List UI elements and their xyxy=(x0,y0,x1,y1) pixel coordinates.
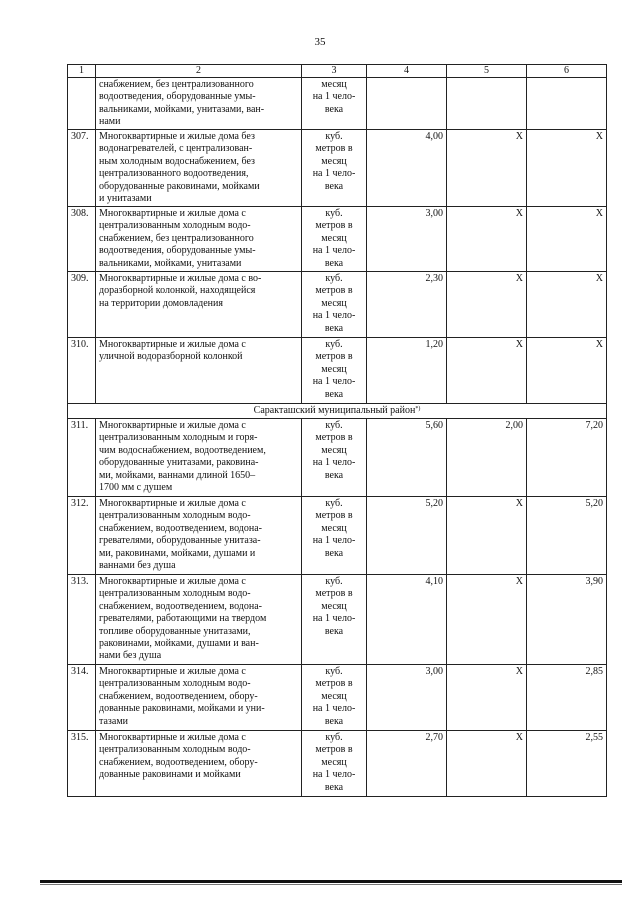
value-col-4: 4,10 xyxy=(367,575,447,665)
description-line: централизованным холодным водо- xyxy=(99,220,251,232)
unit-line: месяц xyxy=(321,522,347,534)
description-line: дованные раковинами, мойками и уни- xyxy=(99,703,265,715)
unit-line: века xyxy=(324,180,344,192)
unit-line: метров в xyxy=(315,744,353,756)
description-line: водоотведения, оборудованные умы- xyxy=(99,91,256,103)
table-row xyxy=(68,207,607,272)
description-line: нами xyxy=(99,116,121,128)
description-line: ми, мойками, ваннами длиной 1650– xyxy=(99,469,256,481)
unit-line: куб. xyxy=(325,732,343,743)
value-col-4: 5,60 xyxy=(367,419,447,497)
bottom-rule xyxy=(40,880,622,883)
unit-line: месяц xyxy=(321,155,347,167)
row-unit xyxy=(302,78,367,130)
row-description xyxy=(96,665,302,731)
description-line: раковинами, мойками, душами и ван- xyxy=(99,638,259,650)
header-cell-5: 5 xyxy=(447,65,527,78)
description-line: Многоквартирные и жилые дома с xyxy=(99,576,246,587)
value-col-6: Х xyxy=(527,207,607,272)
value-col-6: 2,55 xyxy=(527,731,607,797)
table-row xyxy=(68,419,607,497)
description-line: тазами xyxy=(99,715,128,727)
description-line: водоотведения, оборудованные умы- xyxy=(99,245,256,257)
unit-line: месяц xyxy=(321,444,347,456)
row-number: 307. xyxy=(68,130,96,207)
description-line: централизованным холодным водо- xyxy=(99,678,251,690)
value-col-6 xyxy=(527,78,607,130)
description-line: Многоквартирные и жилые дома без xyxy=(99,131,255,142)
header-cell-2: 2 xyxy=(96,65,302,78)
unit-line: метров в xyxy=(315,351,353,363)
row-unit xyxy=(302,497,367,575)
description-line: централизованного водоотведения, xyxy=(99,168,249,180)
description-line: Многоквартирные и жилые дома с xyxy=(99,666,246,677)
description-line: водонагревателей, с централизован- xyxy=(99,143,253,155)
description-line: снабжением, водоотведением, водона- xyxy=(99,522,262,534)
row-unit xyxy=(302,419,367,497)
header-cell-3: 3 xyxy=(302,65,367,78)
row-description xyxy=(96,497,302,575)
description-line: топливе оборудованные унитазами, xyxy=(99,625,251,637)
description-line: снабжением, водоотведением, водона- xyxy=(99,600,262,612)
section-footnote-mark: *) xyxy=(415,406,421,412)
description-line: централизованным холодным водо- xyxy=(99,744,251,756)
row-number: 315. xyxy=(68,731,96,797)
unit-line: метров в xyxy=(315,143,353,155)
value-col-6: 2,85 xyxy=(527,665,607,731)
unit-line: метров в xyxy=(315,510,353,522)
bottom-rule-thin xyxy=(40,884,622,885)
description-line: вальниками, мойками, унитазами, ван- xyxy=(99,103,265,115)
unit-line: на 1 чело- xyxy=(312,613,356,625)
unit-line: куб. xyxy=(325,666,343,677)
unit-line: на 1 чело- xyxy=(312,457,356,469)
table-row xyxy=(68,575,607,665)
row-unit xyxy=(302,575,367,665)
value-col-5: Х xyxy=(447,731,527,797)
unit-line: месяц xyxy=(321,232,347,244)
value-col-4: 1,20 xyxy=(367,338,447,404)
description-line: вальниками, мойками, унитазами xyxy=(99,257,242,269)
description-line: Многоквартирные и жилые дома с xyxy=(99,208,246,219)
unit-line: куб. xyxy=(325,339,343,350)
unit-line: на 1 чело- xyxy=(312,310,356,322)
description-line: Многоквартирные и жилые дома с xyxy=(99,339,246,350)
unit-line: метров в xyxy=(315,432,353,444)
row-unit xyxy=(302,130,367,207)
unit-line: месяц xyxy=(321,79,347,90)
value-col-6: 7,20 xyxy=(527,419,607,497)
unit-line: куб. xyxy=(325,420,343,431)
unit-line: на 1 чело- xyxy=(312,245,356,257)
unit-line: века xyxy=(324,547,344,559)
value-col-5 xyxy=(447,78,527,130)
value-col-6: 5,20 xyxy=(527,497,607,575)
value-col-4: 2,70 xyxy=(367,731,447,797)
row-number: 308. xyxy=(68,207,96,272)
unit-line: века xyxy=(324,257,344,269)
table-row xyxy=(68,338,607,404)
description-line: ми, раковинами, мойками, душами и xyxy=(99,547,256,559)
unit-line: месяц xyxy=(321,297,347,309)
description-line: снабжением, водоотведением, обору- xyxy=(99,690,258,702)
description-line: централизованным холодным водо- xyxy=(99,510,251,522)
unit-line: века xyxy=(324,322,344,334)
table-row xyxy=(68,130,607,207)
value-col-6: Х xyxy=(527,272,607,338)
row-number: 313. xyxy=(68,575,96,665)
description-line: Многоквартирные и жилые дома с во- xyxy=(99,273,262,284)
table-row xyxy=(68,78,607,130)
value-col-5: Х xyxy=(447,338,527,404)
description-line: Многоквартирные и жилые дома с xyxy=(99,732,246,743)
unit-line: на 1 чело- xyxy=(312,91,356,103)
row-unit xyxy=(302,338,367,404)
header-cell-1: 1 xyxy=(68,65,96,78)
header-cell-6: 6 xyxy=(527,65,607,78)
unit-line: месяц xyxy=(321,363,347,375)
unit-line: на 1 чело- xyxy=(312,376,356,388)
unit-line: метров в xyxy=(315,678,353,690)
unit-line: века xyxy=(324,715,344,727)
row-unit xyxy=(302,272,367,338)
unit-line: метров в xyxy=(315,220,353,232)
unit-line: куб. xyxy=(325,498,343,509)
section-title xyxy=(68,404,607,419)
row-description xyxy=(96,272,302,338)
norms-table xyxy=(67,64,607,797)
description-line: ным холодным водоснабжением, без xyxy=(99,155,255,167)
unit-line: на 1 чело- xyxy=(312,535,356,547)
value-col-5: 2,00 xyxy=(447,419,527,497)
description-line: снабжением, водоотведением, обору- xyxy=(99,756,258,768)
value-col-5: Х xyxy=(447,130,527,207)
unit-line: куб. xyxy=(325,131,343,142)
description-line: и унитазами xyxy=(99,193,152,205)
description-line: оборудованные унитазами, раковина- xyxy=(99,457,259,469)
value-col-4: 3,00 xyxy=(367,665,447,731)
unit-line: куб. xyxy=(325,208,343,219)
table-row xyxy=(68,272,607,338)
row-description xyxy=(96,419,302,497)
description-line: уличной водоразборной колонкой xyxy=(99,351,243,363)
description-line: ваннами без душа xyxy=(99,560,176,572)
value-col-6: 3,90 xyxy=(527,575,607,665)
unit-line: века xyxy=(324,103,344,115)
value-col-5: Х xyxy=(447,665,527,731)
row-number: 310. xyxy=(68,338,96,404)
description-line: централизованным холодным водо- xyxy=(99,588,251,600)
description-line: на территории домовладения xyxy=(99,297,223,309)
unit-line: месяц xyxy=(321,600,347,612)
description-line: гревателями, работающими на твердом xyxy=(99,613,267,625)
row-number: 309. xyxy=(68,272,96,338)
row-number xyxy=(68,78,96,130)
description-line: оборудованные раковинами, мойками xyxy=(99,180,260,192)
unit-line: на 1 чело- xyxy=(312,168,356,180)
row-description xyxy=(96,78,302,130)
header-row xyxy=(68,65,607,78)
unit-line: на 1 чело- xyxy=(312,703,356,715)
row-description xyxy=(96,338,302,404)
table-row xyxy=(68,497,607,575)
row-description xyxy=(96,207,302,272)
unit-line: месяц xyxy=(321,690,347,702)
value-col-4 xyxy=(367,78,447,130)
description-line: Многоквартирные и жилые дома с xyxy=(99,420,246,431)
unit-line: века xyxy=(324,625,344,637)
description-line: Многоквартирные и жилые дома с xyxy=(99,498,246,509)
description-line: гревателями, оборудованные унитаза- xyxy=(99,535,261,547)
table-row xyxy=(68,731,607,797)
row-unit xyxy=(302,207,367,272)
row-description xyxy=(96,575,302,665)
row-description xyxy=(96,130,302,207)
section-row xyxy=(68,404,607,419)
value-col-5: Х xyxy=(447,207,527,272)
value-col-4: 4,00 xyxy=(367,130,447,207)
description-line: 1700 мм с душем xyxy=(99,482,173,494)
description-line: доразборной колонкой, находящейся xyxy=(99,285,256,297)
row-description xyxy=(96,731,302,797)
unit-line: века xyxy=(324,781,344,793)
value-col-5: Х xyxy=(447,575,527,665)
unit-line: метров в xyxy=(315,285,353,297)
value-col-4: 3,00 xyxy=(367,207,447,272)
page-number: 35 xyxy=(314,36,326,48)
description-line: снабжением, без централизованного xyxy=(99,232,254,244)
description-line: дованные раковинами и мойками xyxy=(99,769,241,781)
description-line: чим водоснабжением, водоотведением, xyxy=(99,444,266,456)
header-cell-4: 4 xyxy=(367,65,447,78)
description-line: централизованным холодным и горя- xyxy=(99,432,258,444)
unit-line: века xyxy=(324,388,344,400)
value-col-6: Х xyxy=(527,130,607,207)
value-col-4: 5,20 xyxy=(367,497,447,575)
unit-line: на 1 чело- xyxy=(312,769,356,781)
table-row xyxy=(68,665,607,731)
value-col-6: Х xyxy=(527,338,607,404)
description-line: нами без душа xyxy=(99,650,162,662)
unit-line: куб. xyxy=(325,273,343,284)
row-number: 314. xyxy=(68,665,96,731)
unit-line: века xyxy=(324,469,344,481)
value-col-4: 2,30 xyxy=(367,272,447,338)
value-col-5: Х xyxy=(447,272,527,338)
section-title-text: Саракташский муниципальный район xyxy=(253,405,416,416)
description-line: снабжением, без централизованного xyxy=(99,79,254,90)
value-col-5: Х xyxy=(447,497,527,575)
unit-line: метров в xyxy=(315,588,353,600)
unit-line: куб. xyxy=(325,576,343,587)
row-unit xyxy=(302,665,367,731)
unit-line: месяц xyxy=(321,756,347,768)
row-number: 312. xyxy=(68,497,96,575)
row-number: 311. xyxy=(68,419,96,497)
row-unit xyxy=(302,731,367,797)
